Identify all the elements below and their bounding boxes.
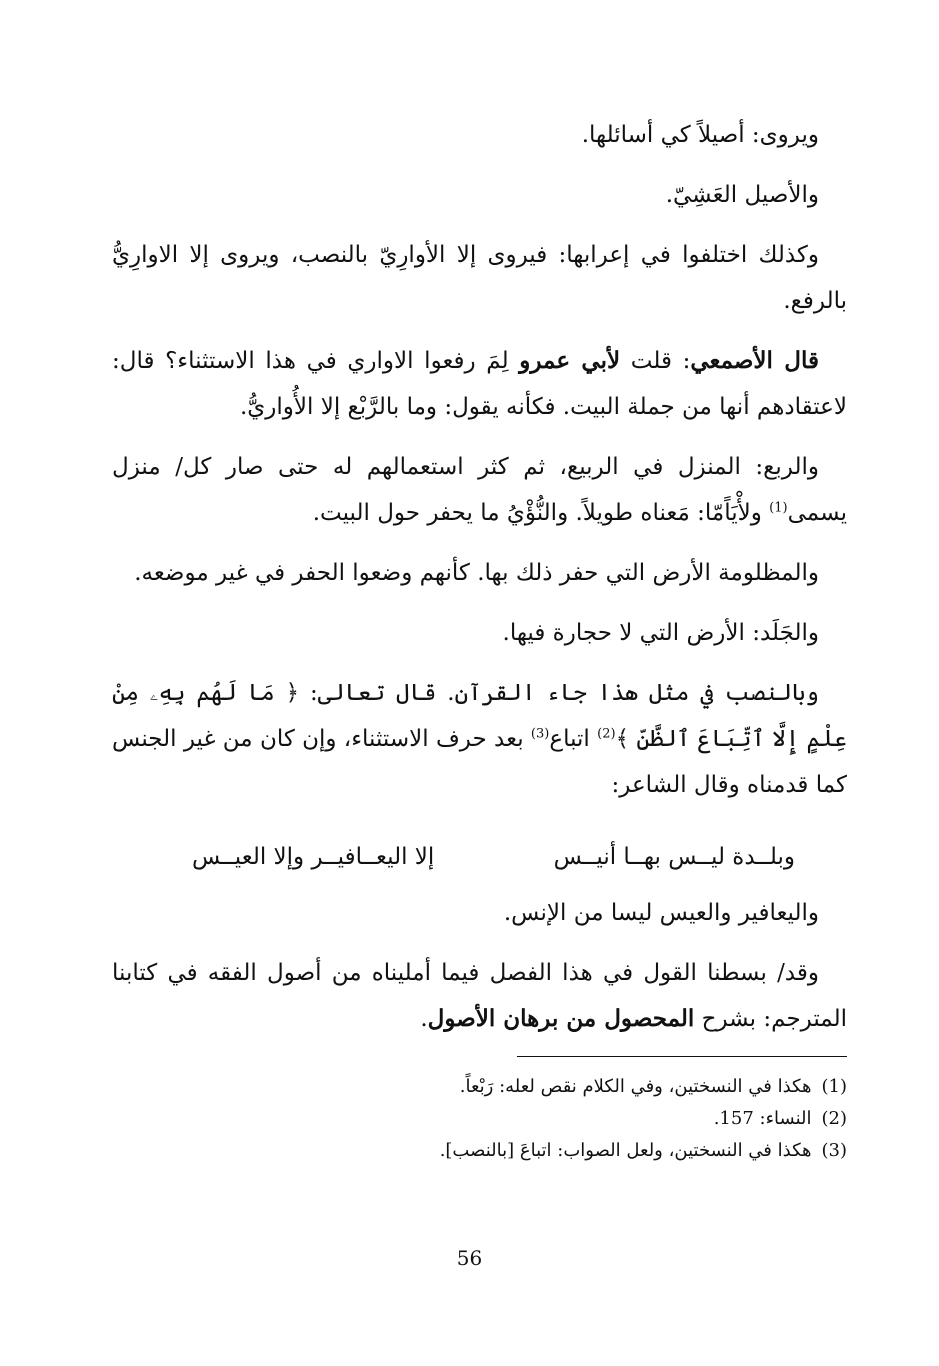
paragraph-4 <box>112 338 847 430</box>
asmai-name: قال الأصمعي <box>690 347 819 374</box>
paragraph-9 <box>112 890 847 936</box>
quran-quote: وبالنصب في مثل هذا جاء القرآن. قال تعالى: ﴿ مَا لَهُم بِهِۦ مِنْ عِلْمٍ إِلَّا ٱتِّبَاعَ ٱلظَّنِّ ﴾ <box>112 680 847 752</box>
paragraph-6 <box>112 550 847 596</box>
paragraph-8-text-c: بعد حرف الاستثناء، وإن كان من غير الجنس كما قدمناه وقال الشاعر: <box>112 726 847 798</box>
footnote-ref-2: (2) <box>597 726 616 742</box>
page-number: 56 <box>456 1246 483 1270</box>
footnote-text: هكذا في النسختين، وفي الكلام نقص لعله: رَبْعاً. <box>459 1076 812 1097</box>
footnote-2 <box>112 1103 847 1135</box>
paragraph-8-text-b: اتباع <box>549 726 598 752</box>
footnotes <box>112 1071 847 1167</box>
paragraph-9-text: واليعافير والعيس ليسا من الإنس. <box>503 900 819 926</box>
paragraph-1-text: ويروى: أصيلاً كي أسائلها. <box>581 122 819 148</box>
verse-second-hemistich: إلا اليعــافيــر وإلا العيــس <box>192 844 435 870</box>
footnote-ref-1: (1) <box>769 500 788 516</box>
footnote-3 <box>112 1135 847 1167</box>
paragraph-1 <box>112 112 847 158</box>
paragraph-5-text-b: ولأْيَاًمّا: مَعناه طويلاً. والنُّؤْيُ ما يحفر حول البيت. <box>312 500 770 526</box>
poetry-verse <box>112 834 847 880</box>
paragraph-4-text-b: لِمَ رفعوا الاواري في هذا الاستثناء؟ قال: لاعتقادهم أنها من جملة البيت. فكأنه يقول: وما بالرَّبْع إلا الأُواريُّ. <box>112 348 847 420</box>
paragraph-10-text-b: . <box>420 1006 428 1032</box>
verse-first-hemistich: وبلــدة ليــس بهــا أنيــس <box>553 844 795 870</box>
paragraph-5-text-a: والربع: المنزل في الربيع، ثم كثر استعمالهم له حتى صار كل/ منزل يسمى <box>112 454 847 526</box>
paragraph-7-text: والجَلَد: الأرض التي لا حجارة فيها. <box>502 620 819 646</box>
footnote-1 <box>112 1071 847 1103</box>
book-title: المحصول من برهان الأصول <box>427 1005 695 1032</box>
paragraph-5 <box>112 444 847 536</box>
paragraph-10-text-a: وقد/ بسطنا القول في هذا الفصل فيما أمليناه من أصول الفقه في كتابنا المترجم: بشرح <box>112 960 847 1032</box>
footnote-ref-3: (3) <box>530 726 550 742</box>
paragraph-2 <box>112 172 847 218</box>
footnote-number: (3) <box>821 1140 847 1161</box>
paragraph-3 <box>112 232 847 324</box>
footnote-number: (1) <box>821 1076 847 1097</box>
paragraph-2-text: والأصيل العَشِيّ. <box>665 182 819 208</box>
paragraph-6-text: والمظلومة الأرض التي حفر ذلك بها. كأنهم وضعوا الحفر في غير موضعه. <box>134 560 819 586</box>
abu-amr-name: لأبي عمرو <box>519 347 621 374</box>
paragraph-8 <box>112 670 847 808</box>
paragraph-3-text: وكذلك اختلفوا في إعرابها: فيروى إلا الأوارِيّ بالنصب، ويروى إلا الاوارِيُّ بالرفع. <box>112 242 847 314</box>
paragraph-4-text-a: : قلت <box>620 348 691 374</box>
footnote-text: هكذا في النسختين، ولعل الصواب: اتباعَ [بالنصب]. <box>439 1140 812 1161</box>
footnote-separator <box>517 1056 847 1057</box>
paragraph-10 <box>112 950 847 1042</box>
footnote-number: (2) <box>821 1108 847 1129</box>
footnote-text: النساء: 157. <box>713 1108 812 1129</box>
paragraph-7 <box>112 610 847 656</box>
